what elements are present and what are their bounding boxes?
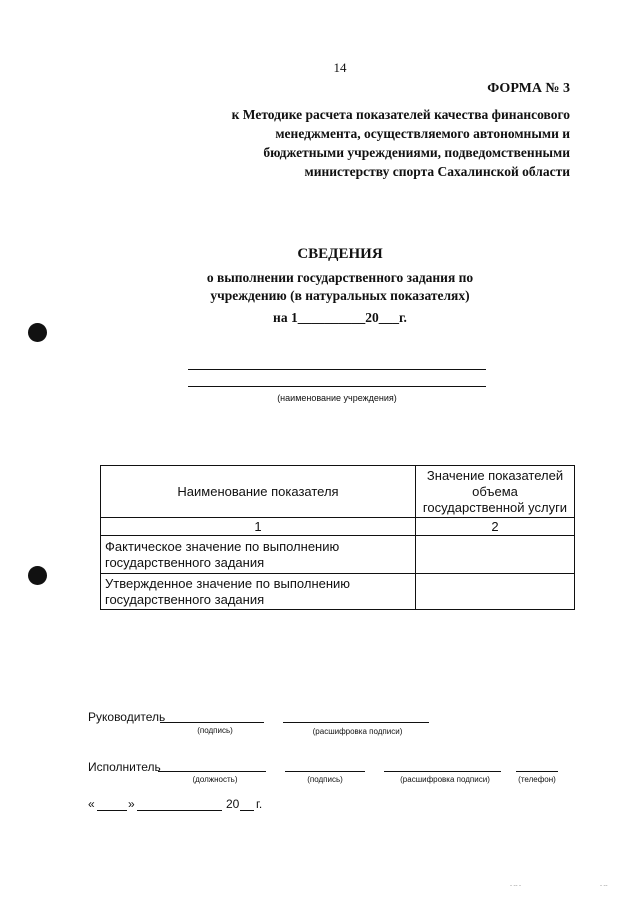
head-label: Руководитель [88,710,166,724]
header-line: менеджмента, осуществляемого автономными и [275,126,570,141]
header-line: министерству спорта Сахалинской области [304,164,570,179]
signing-day-line [97,810,127,811]
table-row [101,574,575,610]
punch-hole-bottom [28,566,47,585]
executor-caption-decryption: (расшифровка подписи) [400,775,490,784]
table-column-number: 1 [101,518,416,536]
institution-caption: (наименование учреждения) [277,393,397,403]
subtitle-line: учреждению (в натуральных показателях) [210,288,470,303]
form-label: ФОРМА № 3 [487,81,570,96]
head-caption-signature: (подпись) [197,726,233,735]
executor-signature-line [285,771,365,772]
executor-position-line [158,771,266,772]
signing-date-suffix: г. [256,797,263,811]
signing-month-line [137,810,222,811]
table-row [101,536,575,574]
header-block [150,105,570,181]
header-line: бюджетными учреждениями, подведомственными [263,145,570,160]
table-header-indicator-value: Значение показателей объема государственной услуги [416,466,575,518]
page-number: 14 [333,60,347,75]
head-signature-line [160,722,264,723]
signing-date-close-quote: » [128,797,135,811]
institution-name-line-1 [188,369,486,370]
table-row-label: Утвержденное значение по выполнению государственного задания [101,574,416,610]
document-subtitle [150,269,530,305]
executor-decryption-line [384,771,501,772]
executor-caption-position: (должность) [192,775,238,784]
table-row-value [416,536,575,574]
table-header-indicator-name: Наименование показателя [101,466,416,518]
signing-date-open-quote: « [88,797,95,811]
subtitle-line: о выполнении государственного задания по [206,270,474,285]
document-title: СВЕДЕНИЯ [297,246,383,262]
footer-mark: - -- - [510,883,521,889]
header-line: к Методике расчета показателей качества финансового [231,107,570,122]
punch-hole-top [28,323,47,342]
table-row-label: Фактическое значение по выполнению государственного задания [101,536,416,574]
executor-label: Исполнитель [88,760,161,774]
table-column-number: 2 [416,518,575,536]
report-date-line: на 1__________20___г. [273,310,407,325]
head-decryption-line [283,722,429,723]
signing-year-line [240,810,254,811]
executor-phone-line [516,771,558,772]
footer-mark: - -- [600,883,608,889]
table-row-value [416,574,575,610]
signing-year-prefix: 20 [226,797,240,811]
indicators-table [100,465,575,610]
executor-caption-phone: (телефон) [518,775,556,784]
head-caption-decryption: (расшифровка подписи) [312,727,403,736]
executor-caption-signature: (подпись) [307,775,343,784]
institution-name-line-2 [188,386,486,387]
